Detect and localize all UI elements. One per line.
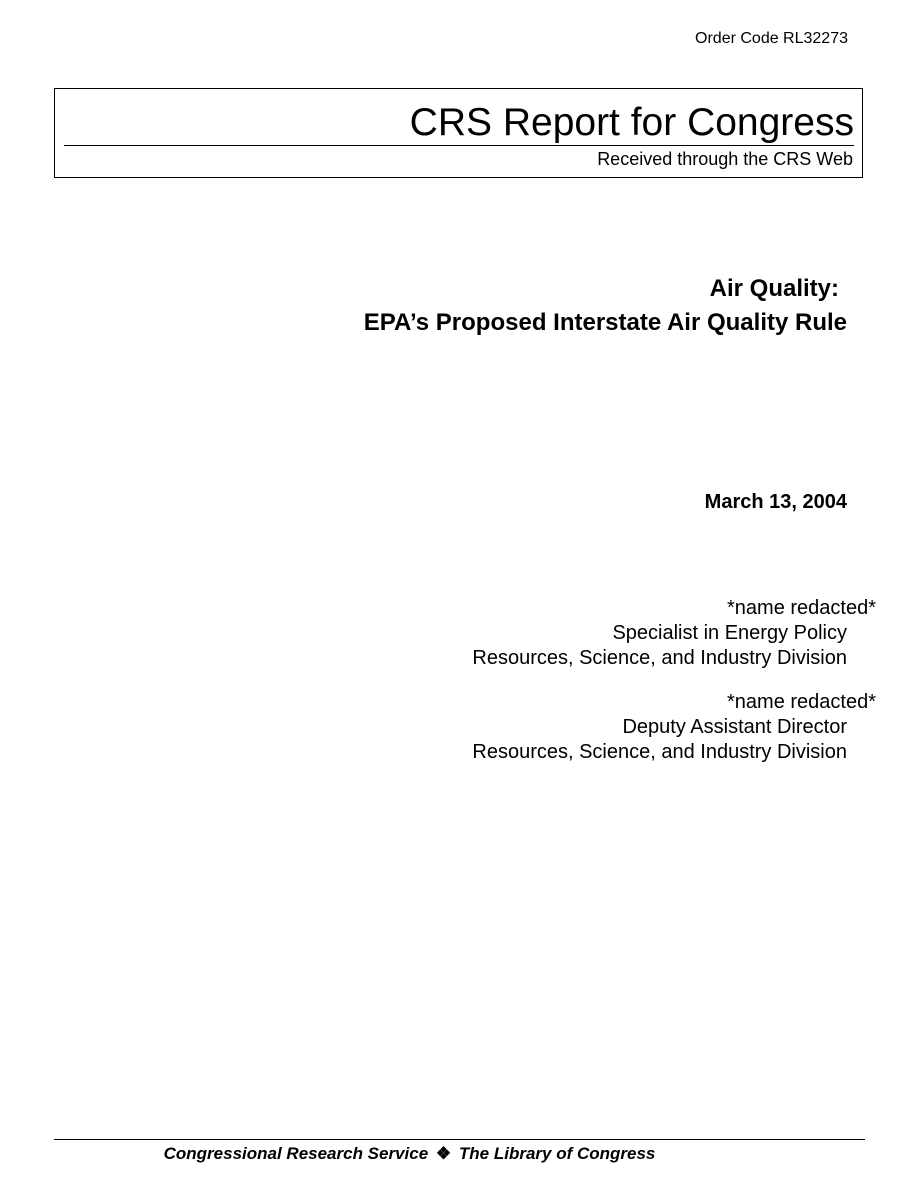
author-name: *name redacted* <box>727 691 876 713</box>
author-division: Resources, Science, and Industry Division <box>472 647 847 669</box>
footer-publisher: Congressional Research Service <box>163 1144 429 1163</box>
report-series-subtitle: Received through the CRS Web <box>597 149 853 169</box>
report-title-line-1: Air Quality: <box>709 275 839 302</box>
author-title: Deputy Assistant Director <box>622 716 847 738</box>
author-title: Specialist in Energy Policy <box>612 622 847 644</box>
footer <box>54 1143 865 1165</box>
footer-separator-icon: ❖ <box>435 1144 452 1163</box>
header-divider <box>64 145 854 146</box>
footer-divider <box>54 1139 865 1140</box>
report-series-title: CRS Report for Congress <box>409 101 854 144</box>
footer-library: The Library of Congress <box>458 1144 656 1163</box>
order-code: Order Code RL32273 <box>695 30 848 47</box>
report-header-box <box>54 88 863 178</box>
author-block <box>472 690 876 765</box>
author-block <box>472 596 876 671</box>
report-title <box>364 272 847 340</box>
author-name: *name redacted* <box>727 597 876 619</box>
report-date: March 13, 2004 <box>704 491 847 513</box>
report-title-line-2: EPA’s Proposed Interstate Air Quality Rule <box>363 309 847 336</box>
author-division: Resources, Science, and Industry Division <box>472 741 847 763</box>
